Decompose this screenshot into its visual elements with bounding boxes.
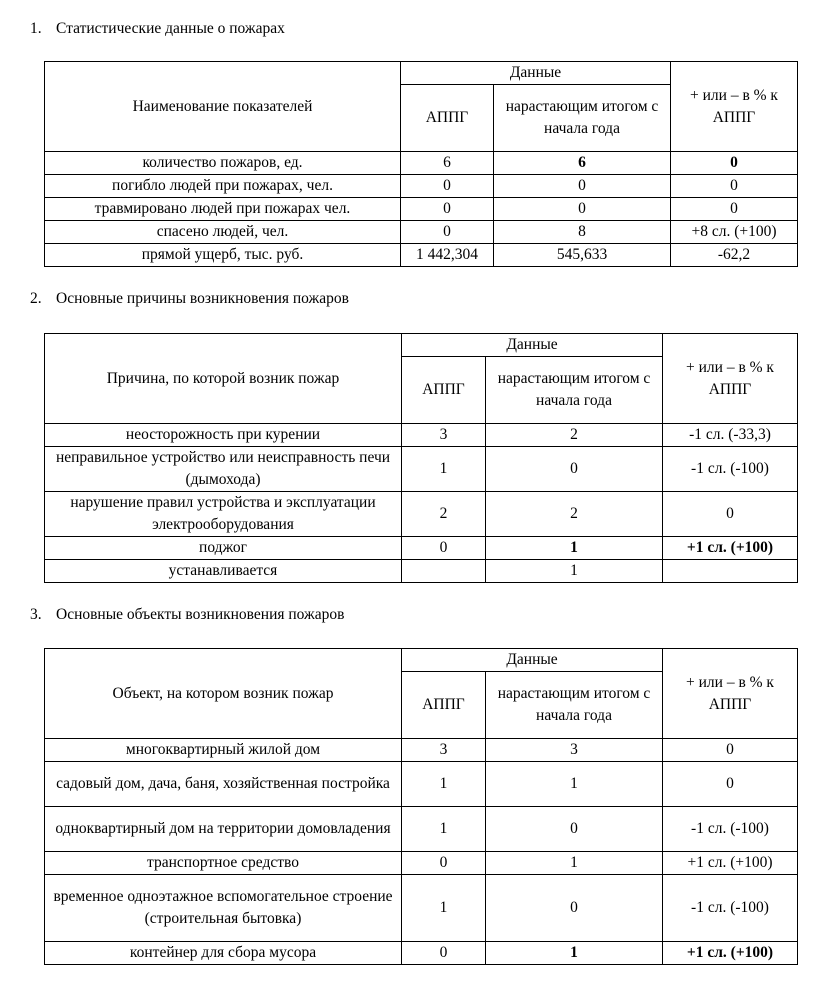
row-name-cell: количество пожаров, ед. bbox=[45, 152, 401, 175]
header-cumulative: нарастающим итогом с начала года bbox=[486, 357, 663, 424]
row-appg-cell: 0 bbox=[401, 175, 494, 198]
row-change-cell: -1 сл. (-100) bbox=[663, 447, 798, 492]
table-body bbox=[45, 739, 798, 965]
row-change-cell: -1 сл. (-100) bbox=[663, 807, 798, 852]
row-name-cell: погибло людей при пожарах, чел. bbox=[45, 175, 401, 198]
header-change: + или – в % к АППГ bbox=[663, 334, 798, 424]
section-number: 2. bbox=[30, 290, 42, 307]
row-name-cell: временное одноэтажное вспомогательное строение (строительная бытовка) bbox=[45, 875, 402, 942]
header-appg: АППГ bbox=[402, 357, 486, 424]
header-name: Объект, на котором возник пожар bbox=[45, 649, 402, 739]
row-name-cell: неосторожность при курении bbox=[45, 424, 402, 447]
table-header-row bbox=[45, 62, 798, 85]
row-cumulative-cell: 0 bbox=[486, 807, 663, 852]
row-appg-cell: 1 bbox=[402, 807, 486, 852]
table-row bbox=[45, 175, 798, 198]
table-row bbox=[45, 807, 798, 852]
row-change-cell: -1 сл. (-100) bbox=[663, 875, 798, 942]
row-cumulative-cell: 0 bbox=[494, 175, 671, 198]
row-appg-cell bbox=[402, 560, 486, 583]
header-appg: АППГ bbox=[401, 85, 494, 152]
row-cumulative-cell: 2 bbox=[486, 424, 663, 447]
fire-statistics-table bbox=[44, 61, 798, 267]
row-appg-cell: 2 bbox=[402, 492, 486, 537]
table-row bbox=[45, 852, 798, 875]
row-change-cell: +8 сл. (+100) bbox=[671, 221, 798, 244]
row-appg-cell: 0 bbox=[402, 852, 486, 875]
table-row bbox=[45, 198, 798, 221]
row-cumulative-cell: 545,633 bbox=[494, 244, 671, 267]
row-cumulative-cell: 1 bbox=[486, 852, 663, 875]
header-cumulative: нарастающим итогом с начала года bbox=[494, 85, 671, 152]
table-row bbox=[45, 942, 798, 965]
row-change-cell: +1 сл. (+100) bbox=[663, 942, 798, 965]
row-name-cell: одноквартирный дом на территории домовладения bbox=[45, 807, 402, 852]
row-cumulative-cell: 3 bbox=[486, 739, 663, 762]
row-appg-cell: 1 bbox=[402, 447, 486, 492]
section-title: Статистические данные о пожарах bbox=[56, 20, 285, 37]
table-header-row bbox=[45, 649, 798, 672]
row-appg-cell: 0 bbox=[401, 221, 494, 244]
header-data: Данные bbox=[402, 649, 663, 672]
table-row bbox=[45, 152, 798, 175]
row-cumulative-cell: 8 bbox=[494, 221, 671, 244]
table-row bbox=[45, 221, 798, 244]
row-change-cell: 0 bbox=[663, 762, 798, 807]
row-appg-cell: 3 bbox=[402, 424, 486, 447]
row-name-cell: контейнер для сбора мусора bbox=[45, 942, 402, 965]
row-appg-cell: 0 bbox=[402, 537, 486, 560]
header-cumulative: нарастающим итогом с начала года bbox=[486, 672, 663, 739]
row-change-cell: +1 сл. (+100) bbox=[663, 537, 798, 560]
row-cumulative-cell: 1 bbox=[486, 560, 663, 583]
row-name-cell: многоквартирный жилой дом bbox=[45, 739, 402, 762]
table-row bbox=[45, 244, 798, 267]
table-body bbox=[45, 424, 798, 583]
row-change-cell: -1 сл. (-33,3) bbox=[663, 424, 798, 447]
row-appg-cell: 1 bbox=[402, 762, 486, 807]
row-name-cell: поджог bbox=[45, 537, 402, 560]
section-1-heading bbox=[30, 20, 285, 38]
fire-objects-table bbox=[44, 648, 798, 965]
row-cumulative-cell: 6 bbox=[494, 152, 671, 175]
section-2-heading bbox=[30, 290, 349, 308]
row-name-cell: травмировано людей при пожарах чел. bbox=[45, 198, 401, 221]
header-change: + или – в % к АППГ bbox=[671, 62, 798, 152]
row-appg-cell: 6 bbox=[401, 152, 494, 175]
row-change-cell: -62,2 bbox=[671, 244, 798, 267]
section-title: Основные объекты возникновения пожаров bbox=[56, 606, 345, 623]
table-row bbox=[45, 739, 798, 762]
table-header-row bbox=[45, 334, 798, 357]
row-cumulative-cell: 0 bbox=[486, 447, 663, 492]
row-cumulative-cell: 2 bbox=[486, 492, 663, 537]
header-change: + или – в % к АППГ bbox=[663, 649, 798, 739]
row-name-cell: спасено людей, чел. bbox=[45, 221, 401, 244]
row-appg-cell: 1 bbox=[402, 875, 486, 942]
header-appg: АППГ bbox=[402, 672, 486, 739]
row-cumulative-cell: 1 bbox=[486, 537, 663, 560]
row-appg-cell: 0 bbox=[402, 942, 486, 965]
row-appg-cell: 0 bbox=[401, 198, 494, 221]
row-change-cell: 0 bbox=[663, 739, 798, 762]
row-change-cell: +1 сл. (+100) bbox=[663, 852, 798, 875]
table-row bbox=[45, 560, 798, 583]
row-change-cell bbox=[663, 560, 798, 583]
header-name: Причина, по которой возник пожар bbox=[45, 334, 402, 424]
row-cumulative-cell: 0 bbox=[486, 875, 663, 942]
row-cumulative-cell: 0 bbox=[494, 198, 671, 221]
table-body bbox=[45, 152, 798, 267]
section-title: Основные причины возникновения пожаров bbox=[56, 290, 349, 307]
table-row bbox=[45, 424, 798, 447]
section-number: 3. bbox=[30, 606, 42, 623]
row-change-cell: 0 bbox=[671, 152, 798, 175]
row-name-cell: транспортное средство bbox=[45, 852, 402, 875]
table-row bbox=[45, 762, 798, 807]
header-name: Наименование показателей bbox=[45, 62, 401, 152]
row-name-cell: прямой ущерб, тыс. руб. bbox=[45, 244, 401, 267]
row-name-cell: неправильное устройство или неисправность печи (дымохода) bbox=[45, 447, 402, 492]
row-change-cell: 0 bbox=[663, 492, 798, 537]
row-change-cell: 0 bbox=[671, 175, 798, 198]
row-name-cell: устанавливается bbox=[45, 560, 402, 583]
row-name-cell: нарушение правил устройства и эксплуатации электрооборудования bbox=[45, 492, 402, 537]
table-row bbox=[45, 447, 798, 492]
section-number: 1. bbox=[30, 20, 42, 37]
row-change-cell: 0 bbox=[671, 198, 798, 221]
row-appg-cell: 1 442,304 bbox=[401, 244, 494, 267]
fire-causes-table bbox=[44, 333, 798, 583]
table-row bbox=[45, 875, 798, 942]
header-data: Данные bbox=[401, 62, 671, 85]
section-3-heading bbox=[30, 606, 344, 624]
row-cumulative-cell: 1 bbox=[486, 942, 663, 965]
row-appg-cell: 3 bbox=[402, 739, 486, 762]
header-data: Данные bbox=[402, 334, 663, 357]
table-row bbox=[45, 492, 798, 537]
row-name-cell: садовый дом, дача, баня, хозяйственная постройка bbox=[45, 762, 402, 807]
table-row bbox=[45, 537, 798, 560]
row-cumulative-cell: 1 bbox=[486, 762, 663, 807]
